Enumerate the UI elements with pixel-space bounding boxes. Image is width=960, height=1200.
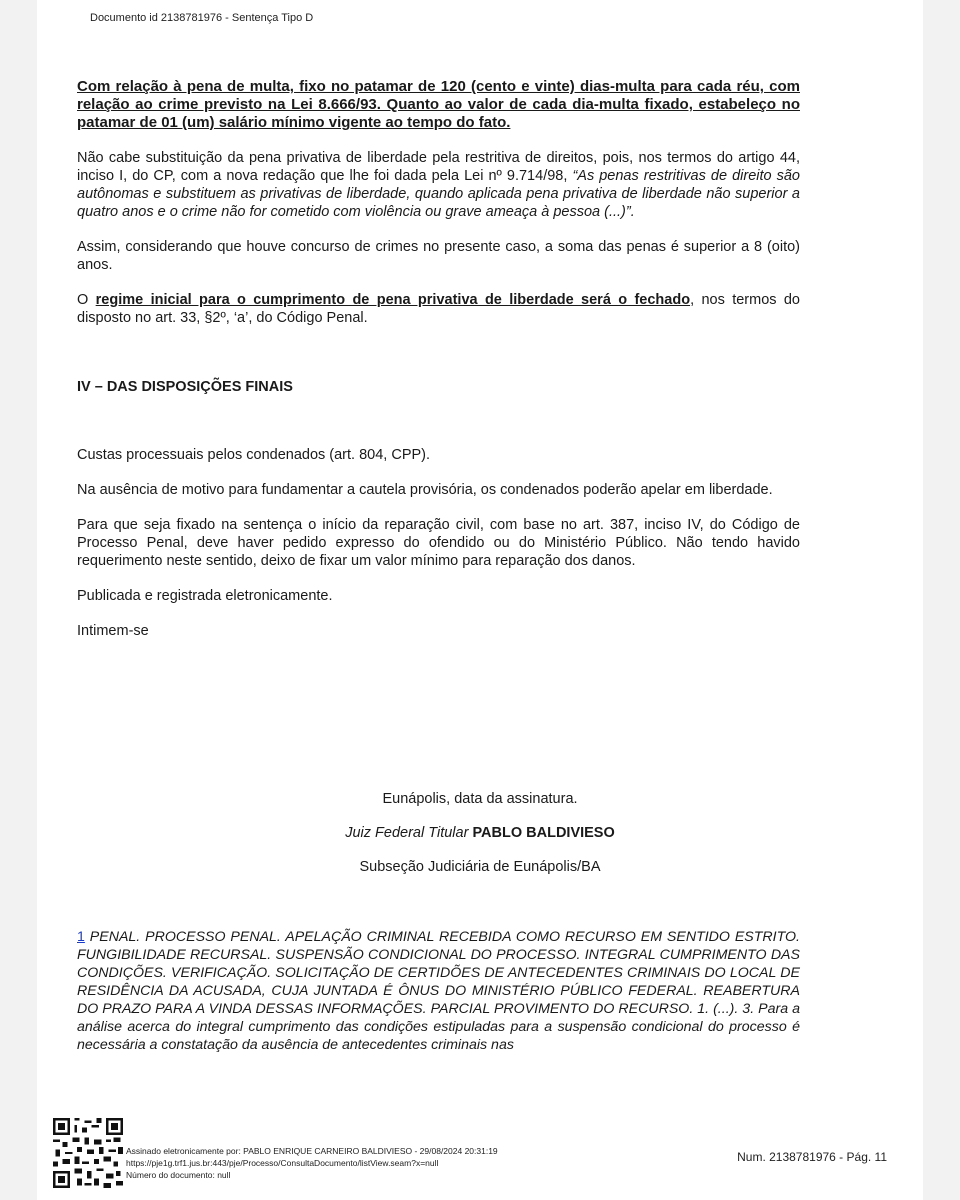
footnote-ref-link[interactable]: 1 <box>77 929 85 945</box>
regime-emphasis: regime inicial para o cumprimento de pena privativa de liberdade será o fechado <box>95 292 691 308</box>
qr-code-icon <box>53 1118 123 1188</box>
paragraph-substituicao <box>77 149 800 221</box>
paragraph-reparacao: Para que seja fixado na sentença o início da reparação civil, com base no art. 387, inciso IV, do Código de Processo Penal, deve haver pedido expresso do ofendido ou do Ministério Público. Não tendo havido requerimento neste sentido, deixo de fixar um valor mínimo para reparação dos danos. <box>77 517 800 569</box>
judge-name: PABLO BALDIVIESO <box>472 825 615 841</box>
judge-line <box>37 824 923 858</box>
place-date: Eunápolis, data da assinatura. <box>382 791 578 807</box>
document-id-header: Documento id 2138781976 - Sentença Tipo D <box>90 12 314 24</box>
paragraph-regime <box>77 291 800 327</box>
footnote-text: PENAL. PROCESSO PENAL. APELAÇÃO CRIMINAL RECEBIDA COMO RECURSO EM SENTIDO ESTRITO. FUNGIBILIDADE RECURSAL. SUSPENSÃO CONDICIONAL DO PROCESSO. INTEGRAL CUMPRIMENTO DAS CONDIÇÕES. VERIFICAÇÃO. SOLICITAÇÃO DE CERTIDÕES DE ANTECEDENTES CRIMINAIS DO LOCAL DE RESIDÊNCIA DA ACUSADA, CUJA JUNTADA É ÔNUS DO MINISTÉRIO PÚBLICO FEDERAL. REABERTURA DO PRAZO PARA A VINDA DESSAS INFORMAÇÕES. PARCIAL PROVIMENTO DO RECURSO. 1. (...). 3. Para a análise acerca do integral cumprimento das condições estipuladas para a suspensão condicional do processo é necessária a constatação da ausência de antecedentes criminais nas <box>77 929 800 1053</box>
signature-block <box>37 790 923 892</box>
substituicao-text: Não cabe substituição da pena privativa de liberdade pela restritiva de direitos, pois, nos termos do artigo 44, inciso I, do CP, com a nova redação que lhe foi dada pela Lei nº 9.714/98, <box>77 150 800 184</box>
paragraph-concurso: Assim, considerando que houve concurso de crimes no presente caso, a soma das penas é superior a 8 (oito) anos. <box>77 239 800 273</box>
substituicao-quote: “As penas restritivas de direito são autônomas e substituem as privativas de liberdade, quando aplicada pena privativa de liberdade não superior a quatro anos e o crime não for cometido com violência ou grave ameaça à pessoa (...)”. <box>77 168 800 220</box>
footnote <box>77 928 800 1054</box>
page-reference: Num. 2138781976 - Pág. 11 <box>737 1150 887 1164</box>
regime-suffix: , nos termos do disposto no art. 33, §2º, ‘a’, do Código Penal. <box>77 292 800 326</box>
paragraph-multa: Com relação à pena de multa, fixo no patamar de 120 (cento e vinte) dias-multa para cada réu, com relação ao crime previsto na Lei 8.666/93. Quanto ao valor de cada dia-multa fixado, estabeleço no patamar de 01 (um) salário mínimo vigente ao tempo do fato. <box>77 78 800 131</box>
paragraph-custas: Custas processuais pelos condenados (art. 804, CPP). <box>77 447 431 463</box>
paragraph-publicada: Publicada e registrada eletronicamente. <box>77 588 333 604</box>
section-title: IV – DAS DISPOSIÇÕES FINAIS <box>77 379 293 395</box>
regime-prefix: O <box>77 292 96 308</box>
paragraph-apelar: Na ausência de motivo para fundamentar a cautela provisória, os condenados poderão apelar em liberdade. <box>77 482 773 498</box>
document-url[interactable]: https://pje1g.trf1.jus.br:443/pje/Processo/ConsultaDocumento/listView.seam?x=null <box>126 1158 439 1168</box>
court-unit: Subseção Judiciária de Eunápolis/BA <box>359 859 601 875</box>
judge-role: Juiz Federal Titular <box>345 825 473 841</box>
paragraph-intimem: Intimem-se <box>77 623 149 639</box>
document-number: Número do documento: null <box>126 1170 231 1180</box>
signed-by: Assinado eletronicamente por: PABLO ENRIQUE CARNEIRO BALDIVIESO - 29/08/2024 20:31:19 <box>126 1146 498 1156</box>
document-body <box>77 78 800 640</box>
signature-info <box>126 1145 498 1181</box>
